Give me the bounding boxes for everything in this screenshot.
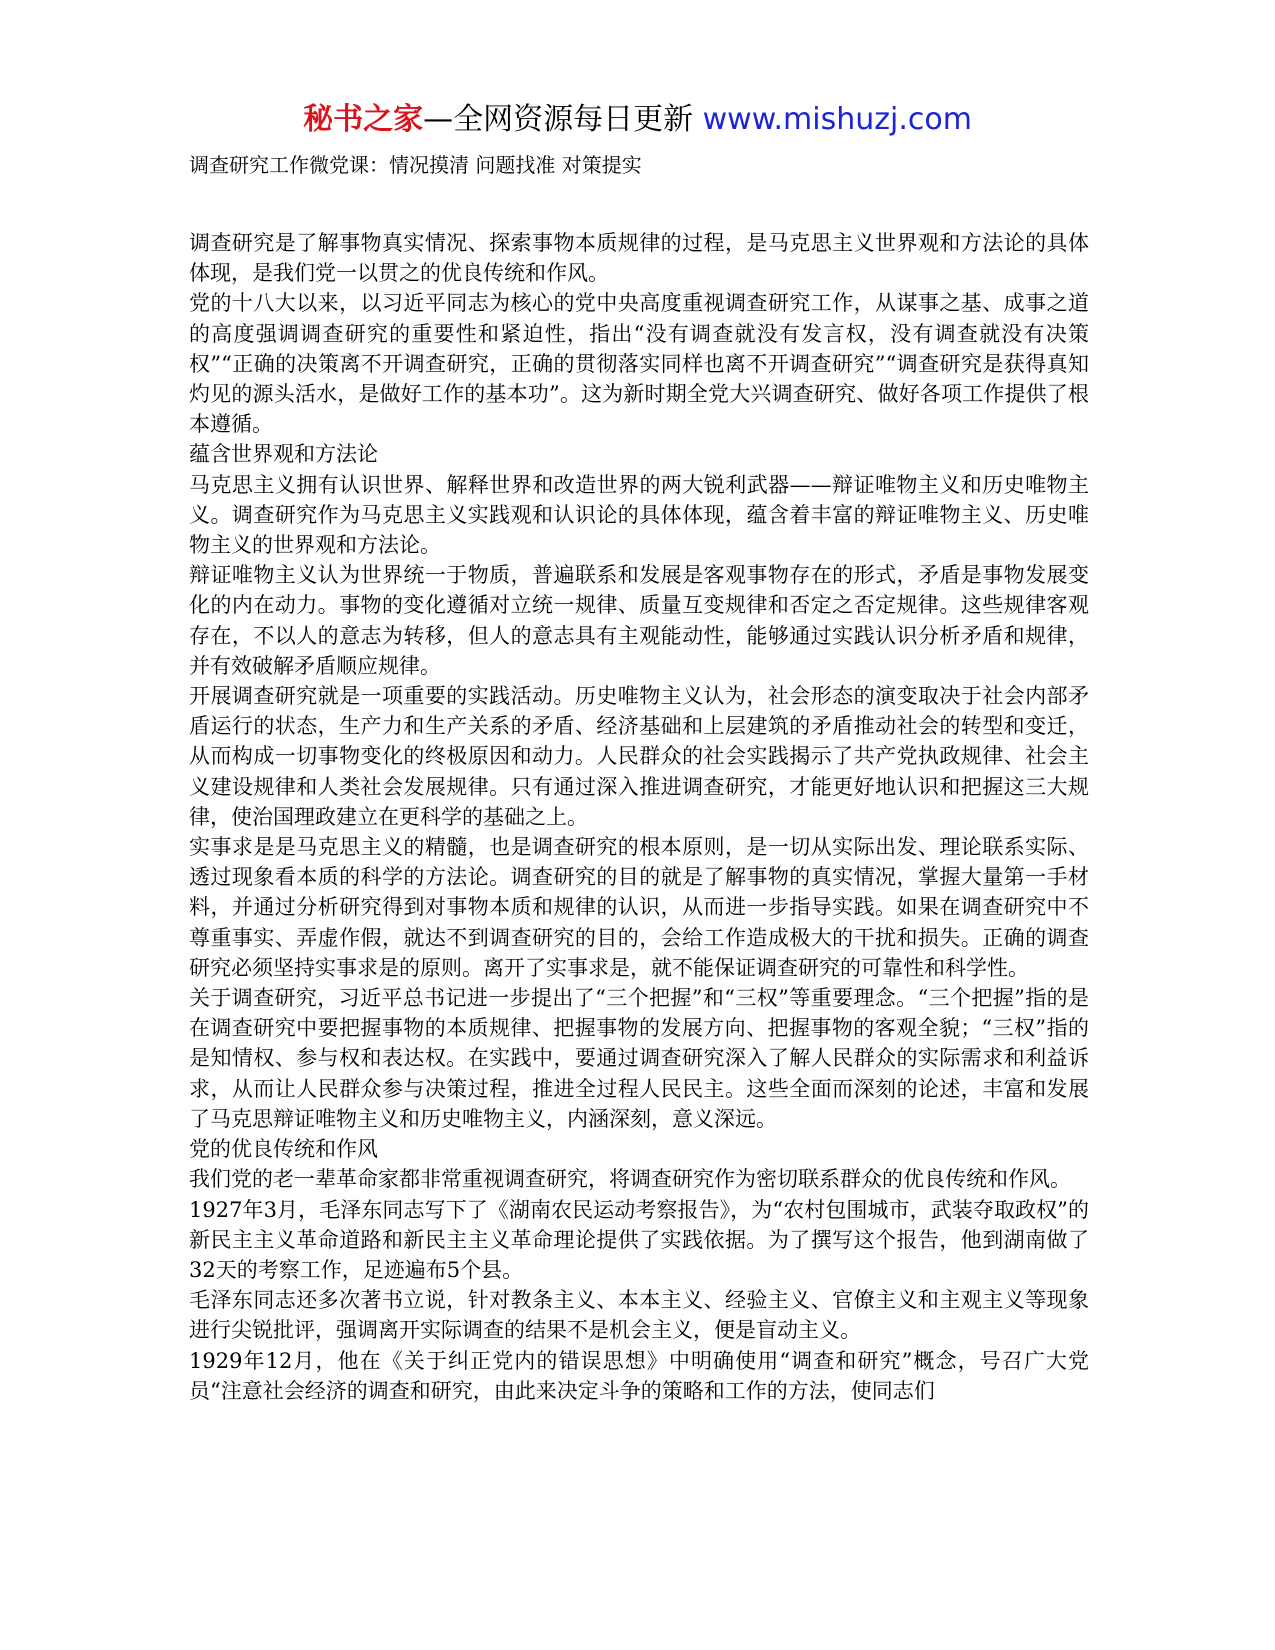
site-url-link[interactable]: www.mishuzj.com xyxy=(702,102,972,137)
body-paragraph: 党的十八大以来，以习近平同志为核心的党中央高度重视调查研究工作，从谋事之基、成事之道的高度强调调查研究的重要性和紧迫性，指出“没有调查就没有发言权，没有调查就没有决策权”“正确的决策离不开调查研究，正确的贯彻落实同样也离不开调查研究”“调查研究是获得真知灼见的源头活水，是做好工作的基本功”。这为新时期全党大兴调查研究、做好各项工作提供了根本遵循。 xyxy=(189,291,1089,437)
section-heading: 蕴含世界观和方法论 xyxy=(189,442,378,467)
body-paragraph: 我们党的老一辈革命家都非常重视调查研究，将调查研究作为密切联系群众的优良传统和作风。 xyxy=(189,1167,1071,1192)
body-paragraph: 马克思主义拥有认识世界、解释世界和改造世界的两大锐利武器——辩证唯物主义和历史唯物主义。调查研究作为马克思主义实践观和认识论的具体体现，蕴含着丰富的辩证唯物主义、历史唯物主义的世界观和方法论。 xyxy=(189,472,1089,558)
section-heading: 党的优良传统和作风 xyxy=(189,1137,378,1162)
site-header xyxy=(0,100,1275,140)
document-title: 调查研究工作微党课：情况摸清 问题找准 对策提实 xyxy=(189,153,642,177)
site-brand: 秘书之家 xyxy=(303,102,424,137)
body-paragraph: 实事求是是马克思主义的精髓，也是调查研究的根本原则，是一切从实际出发、理论联系实际、透过现象看本质的科学的方法论。调查研究的目的就是了解事物的真实情况，掌握大量第一手材料，并通过分析研究得到对事物本质和规律的认识，从而进一步指导实践。如果在调查研究中不尊重事实、弄虚作假，就达不到调查研究的目的，会给工作造成极大的干扰和损失。正确的调查研究必须坚持实事求是的原则。离开了实事求是，就不能保证调查研究的可靠性和科学性。 xyxy=(189,835,1089,980)
body-paragraph: 调查研究是了解事物真实情况、探索事物本质规律的过程，是马克思主义世界观和方法论的具体体现，是我们党一以贯之的优良传统和作风。 xyxy=(189,231,1089,286)
body-paragraph: 1929年12月，他在《关于纠正党内的错误思想》中明确使用“调查和研究”概念，号召广大党员“注意社会经济的调查和研究，由此来决定斗争的策略和工作的方法，使同志们 xyxy=(189,1348,1089,1403)
site-slogan: —全网资源每日更新 xyxy=(423,102,694,137)
body-paragraph: 开展调查研究就是一项重要的实践活动。历史唯物主义认为，社会形态的演变取决于社会内部矛盾运行的状态，生产力和生产关系的矛盾、经济基础和上层建筑的矛盾推动社会的转型和变迁，从而构成一切事物变化的终极原因和动力。人民群众的社会实践揭示了共产党执政规律、社会主义建设规律和人类社会发展规律。只有通过深入推进调查研究，才能更好地认识和把握这三大规律，使治国理政建立在更科学的基础之上。 xyxy=(189,684,1089,829)
body-paragraph: 关于调查研究，习近平总书记进一步提出了“三个把握”和“三权”等重要理念。“三个把握”指的是在调查研究中要把握事物的本质规律、把握事物的发展方向、把握事物的客观全貌；“三权”指的是知情权、参与权和表达权。在实践中，要通过调查研究深入了解人民群众的实际需求和利益诉求，从而让人民群众参与决策过程，推进全过程人民民主。这些全面而深刻的论述，丰富和发展了马克思辩证唯物主义和历史唯物主义，内涵深刻，意义深远。 xyxy=(189,986,1089,1131)
body-paragraph: 1927年3月，毛泽东同志写下了《湖南农民运动考察报告》，为“农村包围城市，武装夺取政权”的新民主主义革命道路和新民主主义革命理论提供了实践依据。为了撰写这个报告，他到湖南做了32天的考察工作，足迹遍布5个县。 xyxy=(189,1197,1089,1282)
body-paragraph: 毛泽东同志还多次著书立说，针对教条主义、本本主义、经验主义、官僚主义和主观主义等现象进行尖锐批评，强调离开实际调查的结果不是机会主义，便是盲动主义。 xyxy=(189,1288,1089,1343)
document-body xyxy=(189,228,1089,1406)
body-paragraph: 辩证唯物主义认为世界统一于物质，普遍联系和发展是客观事物存在的形式，矛盾是事物发展变化的内在动力。事物的变化遵循对立统一规律、质量互变规律和否定之否定规律。这些规律客观存在，不以人的意志为转移，但人的意志具有主观能动性，能够通过实践认识分析矛盾和规律，并有效破解矛盾顺应规律。 xyxy=(189,563,1089,678)
